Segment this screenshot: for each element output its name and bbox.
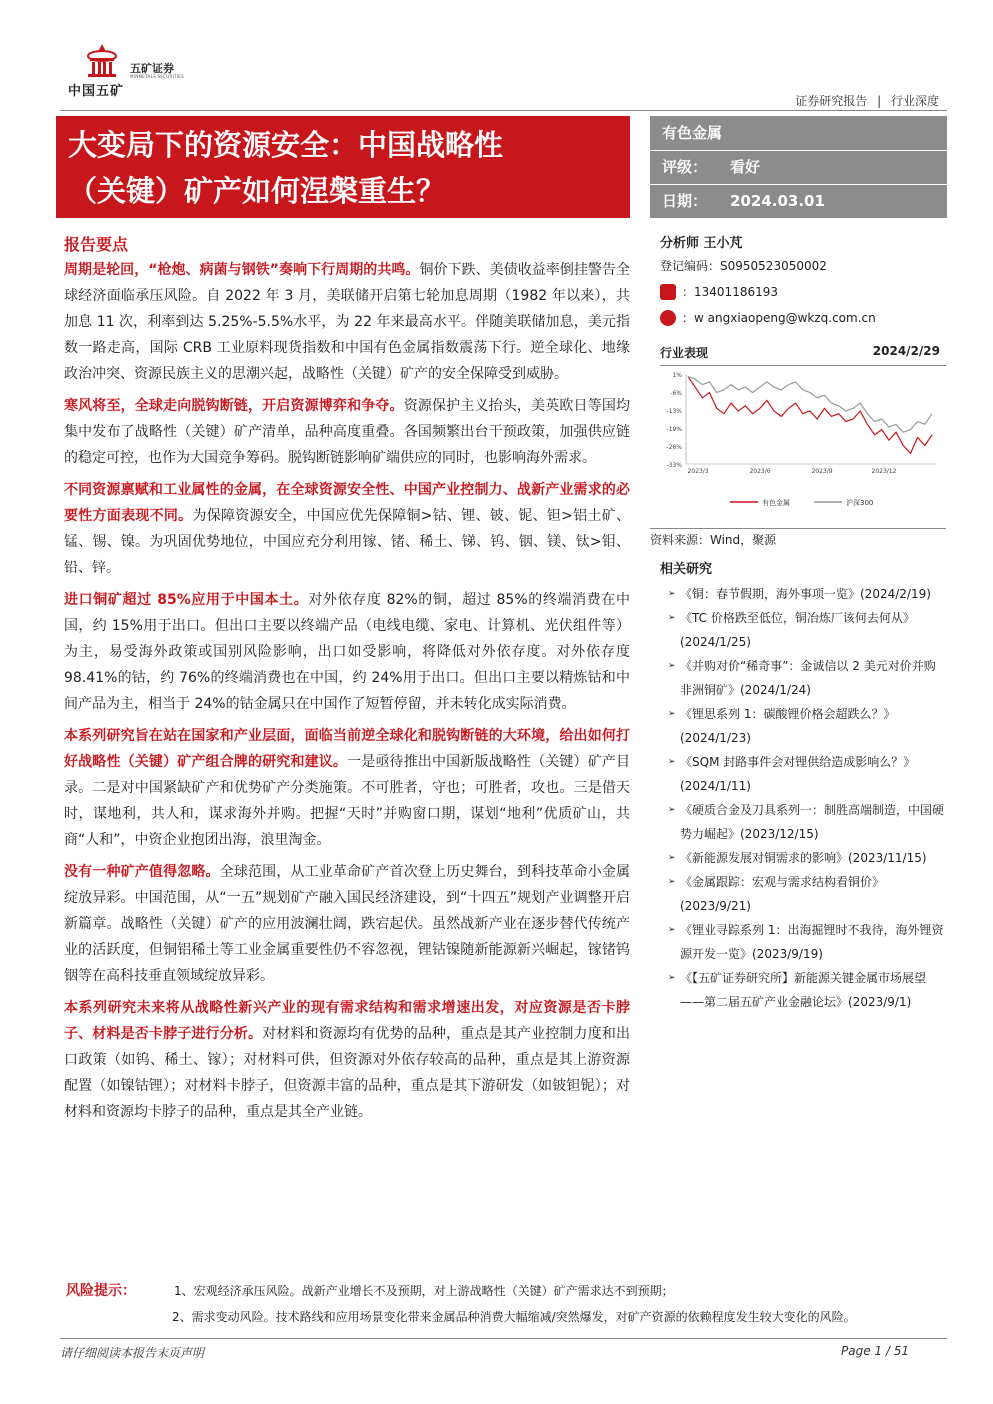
y-tick-label: -19% [666,426,682,433]
chart-header [660,344,946,366]
header-separator: | [877,94,882,108]
related-research-item[interactable]: ➢ 《SQM 封路事件会对锂供给造成影响么？》(2024/1/11) [668,750,946,798]
x-tick-label: 2023/3 [687,468,709,475]
summary-paragraph [64,393,630,471]
related-research-title: 相关研究 [660,562,713,577]
y-tick-label: -26% [666,444,682,451]
phone-separator: ： [682,285,695,299]
analyst-name: 分析师 王小芃 [660,236,743,251]
minmetals-logo-icon [84,42,120,78]
data-source: 资料来源：Wind，聚源 [650,528,946,548]
rating-value: 看好 [730,158,761,176]
paragraph-highlight: 本系列研究旨在站在国家和产业层面，面临当前逆全球化和脱钩断链的大环境，给出如何打好战略性（关键）矿产组合牌的研究和建议。 [64,728,630,770]
report-type-label: 行业深度 [890,94,939,108]
related-research-item[interactable]: ➢ 《新能源发展对铜需求的影响》(2023/11/15) [668,846,946,870]
related-research-item[interactable]: ➢ 《锂思系列 1：碳酸锂价格会超跌么？》(2024/1/23) [668,702,946,750]
y-tick-label: -13% [666,408,682,415]
summary-paragraph [64,587,630,717]
brand-name: 五矿证券 [130,62,174,75]
x-tick-label: 2023/9 [811,468,833,475]
y-tick-label: -33% [666,462,682,469]
y-tick-label: 1% [672,372,682,379]
sidebar [650,232,946,1009]
paragraph-highlight: 不同资源禀赋和工业属性的金属，在全球资源安全性、中国产业控制力、战新产业需求的必要性方面表现不同。 [64,482,630,524]
paragraph-text: 对材料和资源均有优势的品种，重点是其产业控制力度和出口政策（如钨、稀土、镓）；对材料可供，但资源对外依存较高的品种，重点是其上游资源配置（如镍钴锂）；对材料卡脖子，但资源丰富的品种，重点是其下游研发（如铍钽铌）；对材料和资源均卡脖子的品种，重点是其全产业链。 [64,1026,631,1120]
email-address[interactable]: w angxiaopeng@wkzq.com.cn [694,311,876,325]
analyst-phone [660,279,946,305]
report-category [795,92,939,109]
analyst-email [660,305,946,331]
summary-paragraph [64,859,630,989]
date-row [662,184,825,218]
risk-item: 1、宏观经济承压风险。战新产业增长不及预期，对上游战略性（关键）矿产需求达不到预期； [174,1284,674,1298]
date-key: 日期： [662,192,708,210]
industry-performance-chart [660,368,946,524]
report-summary [64,232,630,1131]
phone-number: 13401186193 [694,285,778,299]
footer-disclaimer: 请仔细阅读本报告末页声明 [60,1346,205,1360]
paragraph-text: 铜价下跌、美债收益率倒挂警告全球经济面临承压风险。自 2022 年 3 月，美联储开启第七轮加息周期（1982 年以来），共加息 11 次，利率到达 5.25%-5.5%水平，为 22 年来最高水平。伴随美联储加息，美元指数一路走高，国际 CRB 工业原料现货指数和中国有色金属指数震荡下行。逆全球化、地缘政治冲突、资源民族主义的思潮兴起，战略性（关键）矿产的安全保障受到威胁。 [64,262,630,382]
related-research-item[interactable]: ➢ 《并购对价“稀奇事”：金诚信以 2 美元对价并购非洲铜矿》(2024/1/24) [668,654,946,702]
report-title-line1: 大变局下的资源安全：中国战略性 [68,128,504,162]
report-category-label: 证券研究报告 [795,94,868,108]
paragraph-text: 对外依存度 82%的铜，超过 85%的终端消费在中国，约 15%用于出口。但出口主要以终端产品（电线电缆、家电、计算机、光伏组件等）为主，易受海外政策或国别风险影响，出口如受影响，将降低对外依存度。对外依存度 98.41%的钴，约 76%的终端消费也在中国，约 24%用于出口。但出口主要以精炼钴和中间产品为主，相当于 24%的钴金属只在中国作了短暂停留，并未转化成实际消费。 [64,592,630,712]
related-research-list [668,582,946,1014]
registration [660,253,946,279]
x-tick-label: 2023/6 [749,468,771,475]
summary-title: 报告要点 [64,235,129,254]
brand-name-en: MINMETALS SECURITIES [130,74,184,79]
related-research-item[interactable]: ➢ 《【五矿证券研究所】新能源关键金属市场展望——第二届五矿产业金融论坛》(2023/9/1) [668,966,946,1014]
summary-paragraph [64,723,630,853]
footer-divider [60,1338,947,1339]
summary-paragraph [64,995,630,1125]
x-tick-label: 2023/12 [871,468,897,475]
paragraph-text: 为保障资源安全，中国应优先保障铜>钴、锂、铍、铌、钽>铝土矿、锰、锡、镍。为巩固优势地位，中国应充分利用镓、锗、稀土、锑、钨、铟、镁、钛>钼、铅、锌。 [64,508,630,576]
related-research-item[interactable]: ➢ 《TC 价格跌至低位，铜冶炼厂该何去何从》(2024/1/25) [668,606,946,654]
paragraph-text: 全球范围，从工业革命矿产首次登上历史舞台，到科技革命小金属绽放异彩。中国范围，从“一五”规划矿产融入国民经济建设，到“十四五”规划产业调整开启新篇章。战略性（关键）矿产的应用波澜壮阔，跌宕起伏。虽然战新产业在逐步替代传统产业的活跃度，但铜铝稀土等工业金属重要性仍不容忽视，锂钴镍随新能源新兴崛起，镓锗钨铟等在高科技垂直领域绽放异彩。 [64,864,631,984]
summary-paragraph [64,477,630,581]
risk-item: 2、需求变动风险。技术路线和应用场景变化带来金属品种消费大幅缩减/突然爆发，对矿产资源的依赖程度发生较大变化的风险。 [172,1310,856,1324]
chart-title: 行业表现 [660,346,709,360]
email-icon [660,310,676,326]
paragraph-highlight: 周期是轮回，“枪炮、病菌与钢铁”奏响下行周期的共鸣。 [64,262,420,278]
related-research-item[interactable]: ➢ 《铜：春节假期，海外事项一览》(2024/2/19) [668,582,946,606]
summary-paragraph [64,257,630,387]
chart-date: 2024/2/29 [872,344,940,358]
date-value: 2024.03.01 [730,192,825,210]
report-meta [650,116,947,218]
paragraph-text: 资源保护主义抬头，美英欧日等国均集中发布了战略性（关键）矿产清单，品种高度重叠。各国频繁出台干预政策，加强供应链的稳定可控，也作为大国竞争筹码。脱钩断链影响矿端供应的同时，也影响海外需求。 [64,398,631,466]
related-research-item[interactable]: ➢ 《锂业寻踪系列 1：出海掘锂时不我待，海外锂资源开发一览》(2023/9/19) [668,918,946,966]
paragraph-text: 一是亟待推出中国新版战略性（关键）矿产目录。二是对中国紧缺矿产和优势矿产分类施策。不可胜者，守也；可胜者，攻也。三是借天时，谋地利，共人和，谋求海外并购。把握“天时”并购窗口期，谋划“地利”优质矿山，共商“人和”，中资企业抱团出海，浪里淘金。 [64,754,631,848]
company-name: 中国五矿 [68,84,125,99]
paragraph-highlight: 本系列研究未来将从战略性新兴产业的现有需求结构和需求增速出发，对应资源是否卡脖子、材料是否卡脖子进行分析。 [64,1000,630,1042]
series-line-csi300 [688,377,932,433]
rating-row [662,150,760,184]
sector-label: 有色金属 [662,124,723,142]
title-banner [56,116,630,218]
paragraph-highlight: 没有一种矿产值得忽略。 [64,864,220,880]
page-number: Page 1 / 51 [841,1344,909,1358]
company-logo [62,42,212,98]
registration-label: 登记编码： [660,259,721,273]
registration-code: S0950523050002 [720,259,827,273]
email-separator: ： [682,311,695,325]
phone-icon [660,284,676,300]
report-title-line2: （关键）矿产如何涅槃重生？ [68,174,446,208]
series-line-nonferrous [688,377,932,454]
paragraph-highlight: 寒风将至，全球走向脱钩断链，开启资源博弈和争夺。 [64,398,404,414]
y-tick-label: -6% [670,390,682,397]
legend-label: 沪深300 [846,499,874,507]
related-research-item[interactable]: ➢ 《硬质合金及刀具系列一：制胜高端制造，中国硬势力崛起》(2023/12/15) [668,798,946,846]
header-divider [60,110,947,111]
risk-label: 风险提示： [66,1283,136,1299]
paragraph-highlight: 进口铜矿超过 85%应用于中国本土。 [64,592,309,608]
legend-label: 有色金属 [762,499,790,507]
related-research-item[interactable]: ➢ 《金属跟踪：宏观与需求结构看铜价》(2023/9/21) [668,870,946,918]
rating-key: 评级： [662,158,708,176]
